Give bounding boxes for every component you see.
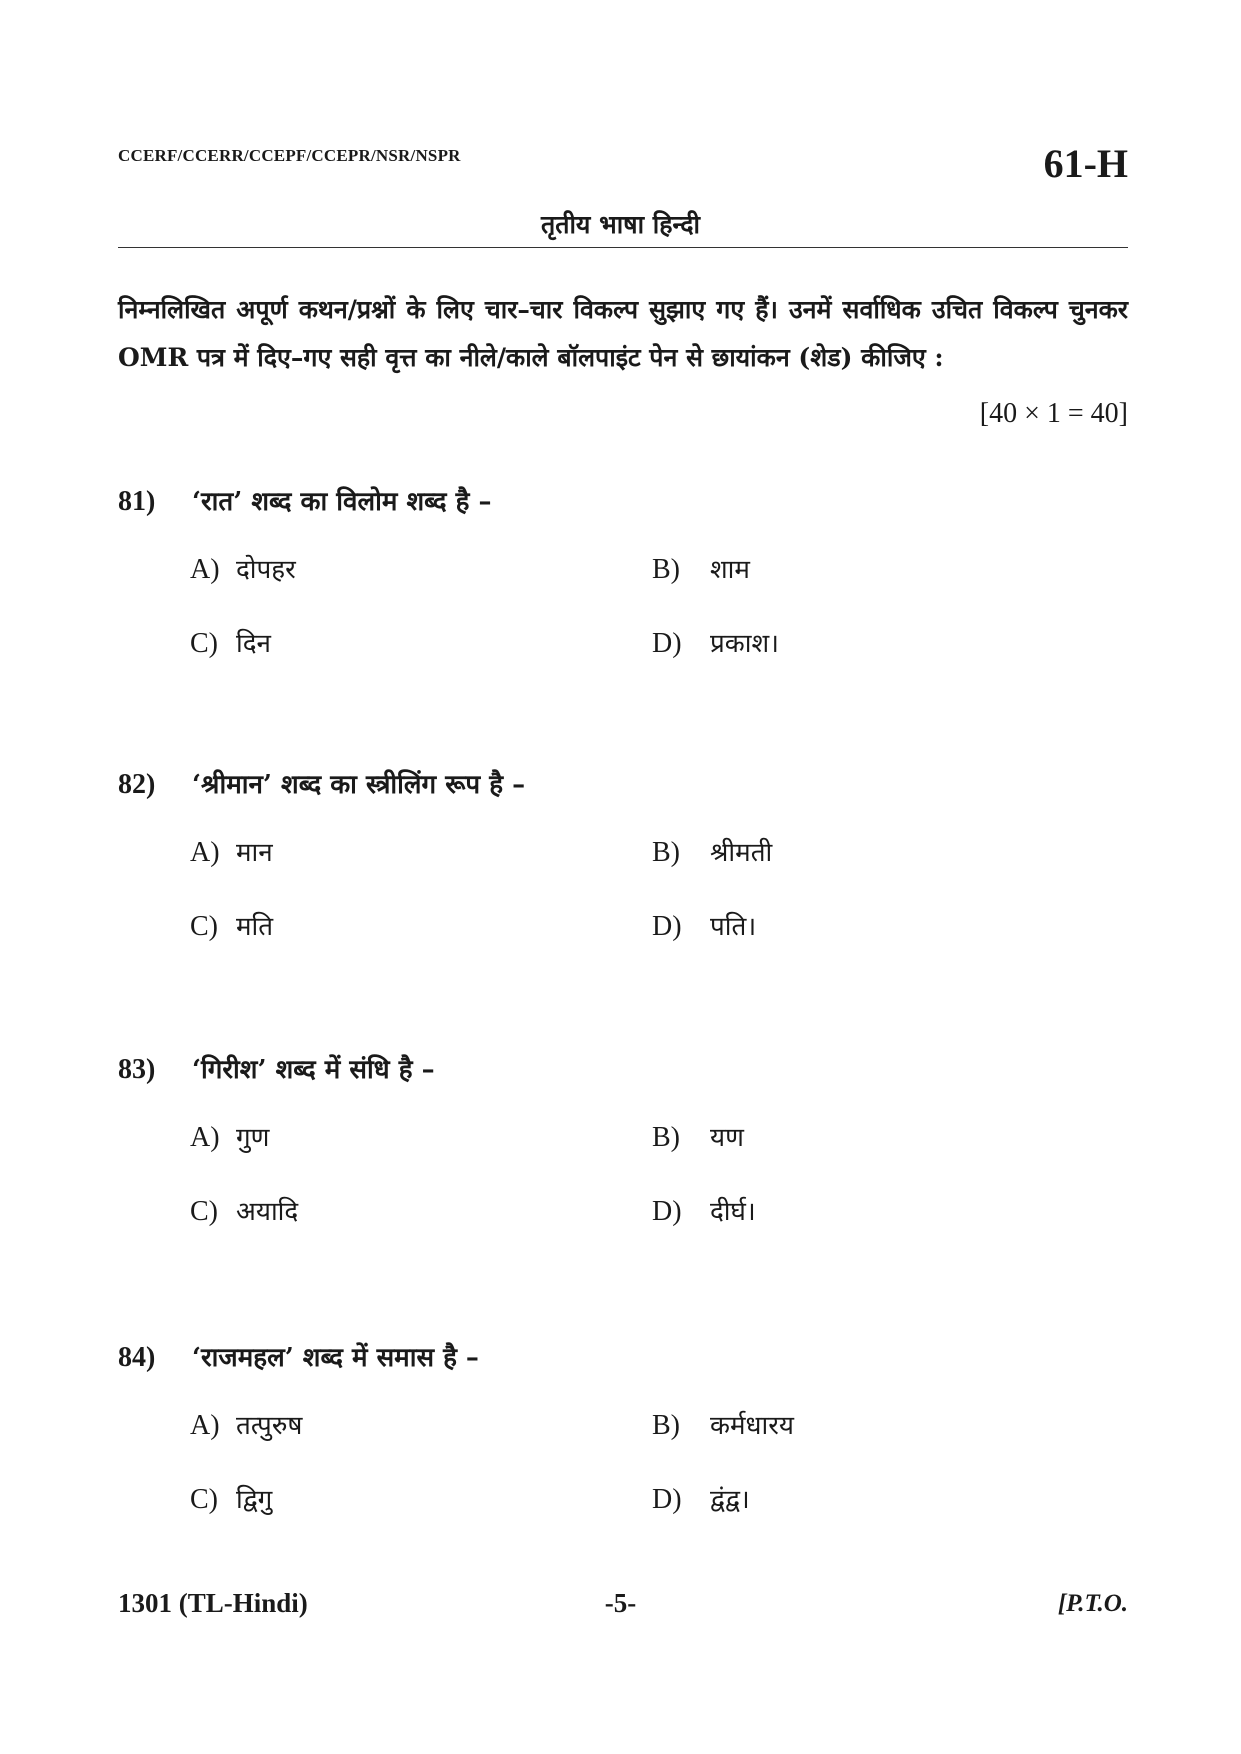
question-text: ‘रात’ शब्द का विलोम शब्द है – bbox=[192, 487, 492, 517]
question-81 bbox=[118, 482, 1128, 659]
question-83 bbox=[118, 1050, 1128, 1227]
option-text: तत्पुरुष bbox=[236, 1411, 303, 1441]
section-title: तृतीय भाषा हिन्दी bbox=[540, 210, 701, 239]
option-label: A) bbox=[190, 837, 220, 868]
option-label: C) bbox=[190, 1484, 218, 1515]
option-text: दिन bbox=[236, 629, 271, 659]
marks-allocation: [40 × 1 = 40] bbox=[979, 398, 1128, 429]
option-label: B) bbox=[652, 837, 680, 868]
option-c bbox=[190, 1482, 272, 1518]
option-text: यण bbox=[710, 1123, 744, 1153]
series-code: CCERF/CCERR/CCEPF/CCEPR/NSR/NSPR bbox=[118, 146, 461, 165]
option-label: C) bbox=[190, 628, 218, 659]
option-text: द्वंद्व। bbox=[710, 1485, 750, 1515]
question-number: 84) bbox=[118, 1342, 156, 1373]
option-label: C) bbox=[190, 1196, 218, 1227]
option-label: B) bbox=[652, 1122, 680, 1153]
option-text: अयादि bbox=[236, 1197, 299, 1227]
option-d bbox=[652, 1194, 756, 1230]
option-d bbox=[652, 626, 779, 662]
option-text: दीर्घ। bbox=[710, 1197, 756, 1227]
option-label: A) bbox=[190, 554, 220, 585]
option-b bbox=[652, 552, 750, 588]
question-stem bbox=[118, 1338, 1128, 1378]
instructions-text: निम्नलिखित अपूर्ण कथन/प्रश्नों के लिए चार–चार विकल्प सुझाए गए हैं। उनमें सर्वाधिक उचित विकल्प चुनकर OMR पत्र में दिए–गए सही वृत्त का नीले/काले बॉलपाइंट पेन से छायांकन (शेड) कीजिए : bbox=[118, 295, 1128, 372]
option-label: B) bbox=[652, 1410, 680, 1441]
title-divider bbox=[118, 247, 1128, 248]
option-text: द्विगु bbox=[236, 1485, 273, 1515]
question-stem bbox=[118, 1050, 1128, 1090]
option-text: कर्मधारय bbox=[710, 1411, 794, 1441]
question-stem bbox=[118, 765, 1128, 805]
option-b bbox=[652, 1408, 794, 1444]
option-text: मति bbox=[236, 912, 274, 942]
pto-note: [P.T.O. bbox=[1057, 1590, 1128, 1617]
option-d bbox=[652, 1482, 750, 1518]
option-d bbox=[652, 909, 756, 945]
option-text: गुण bbox=[236, 1123, 270, 1153]
question-number: 81) bbox=[118, 486, 156, 517]
option-label: C) bbox=[190, 911, 218, 942]
question-82 bbox=[118, 765, 1128, 942]
option-text: मान bbox=[236, 838, 273, 868]
question-stem bbox=[118, 482, 1128, 522]
option-label: A) bbox=[190, 1410, 220, 1441]
page-number: -5- bbox=[604, 1588, 637, 1618]
question-84 bbox=[118, 1338, 1128, 1515]
option-a bbox=[190, 835, 273, 871]
option-label: D) bbox=[652, 1484, 682, 1515]
option-c bbox=[190, 1194, 298, 1230]
option-a bbox=[190, 1120, 269, 1156]
question-text: ‘श्रीमान’ शब्द का स्त्रीलिंग रूप है – bbox=[192, 770, 526, 800]
option-text: दोपहर bbox=[236, 555, 296, 585]
option-a bbox=[190, 552, 296, 588]
option-c bbox=[190, 626, 271, 662]
option-c bbox=[190, 909, 273, 945]
option-label: B) bbox=[652, 554, 680, 585]
option-text: पति। bbox=[710, 912, 757, 942]
question-number: 83) bbox=[118, 1054, 156, 1085]
option-b bbox=[652, 835, 772, 871]
question-number: 82) bbox=[118, 769, 156, 800]
option-label: D) bbox=[652, 911, 682, 942]
option-text: प्रकाश। bbox=[710, 629, 780, 659]
option-b bbox=[652, 1120, 744, 1156]
option-label: D) bbox=[652, 628, 682, 659]
option-label: A) bbox=[190, 1122, 220, 1153]
option-text: श्रीमती bbox=[710, 838, 773, 868]
booklet-code: 1301 (TL-Hindi) bbox=[118, 1588, 308, 1618]
paper-code: 61-H bbox=[1043, 141, 1128, 186]
option-a bbox=[190, 1408, 302, 1444]
question-text: ‘राजमहल’ शब्द में समास है – bbox=[192, 1343, 479, 1373]
option-label: D) bbox=[652, 1196, 682, 1227]
question-text: ‘गिरीश’ शब्द में संधि है – bbox=[192, 1055, 435, 1085]
option-text: शाम bbox=[710, 555, 750, 585]
